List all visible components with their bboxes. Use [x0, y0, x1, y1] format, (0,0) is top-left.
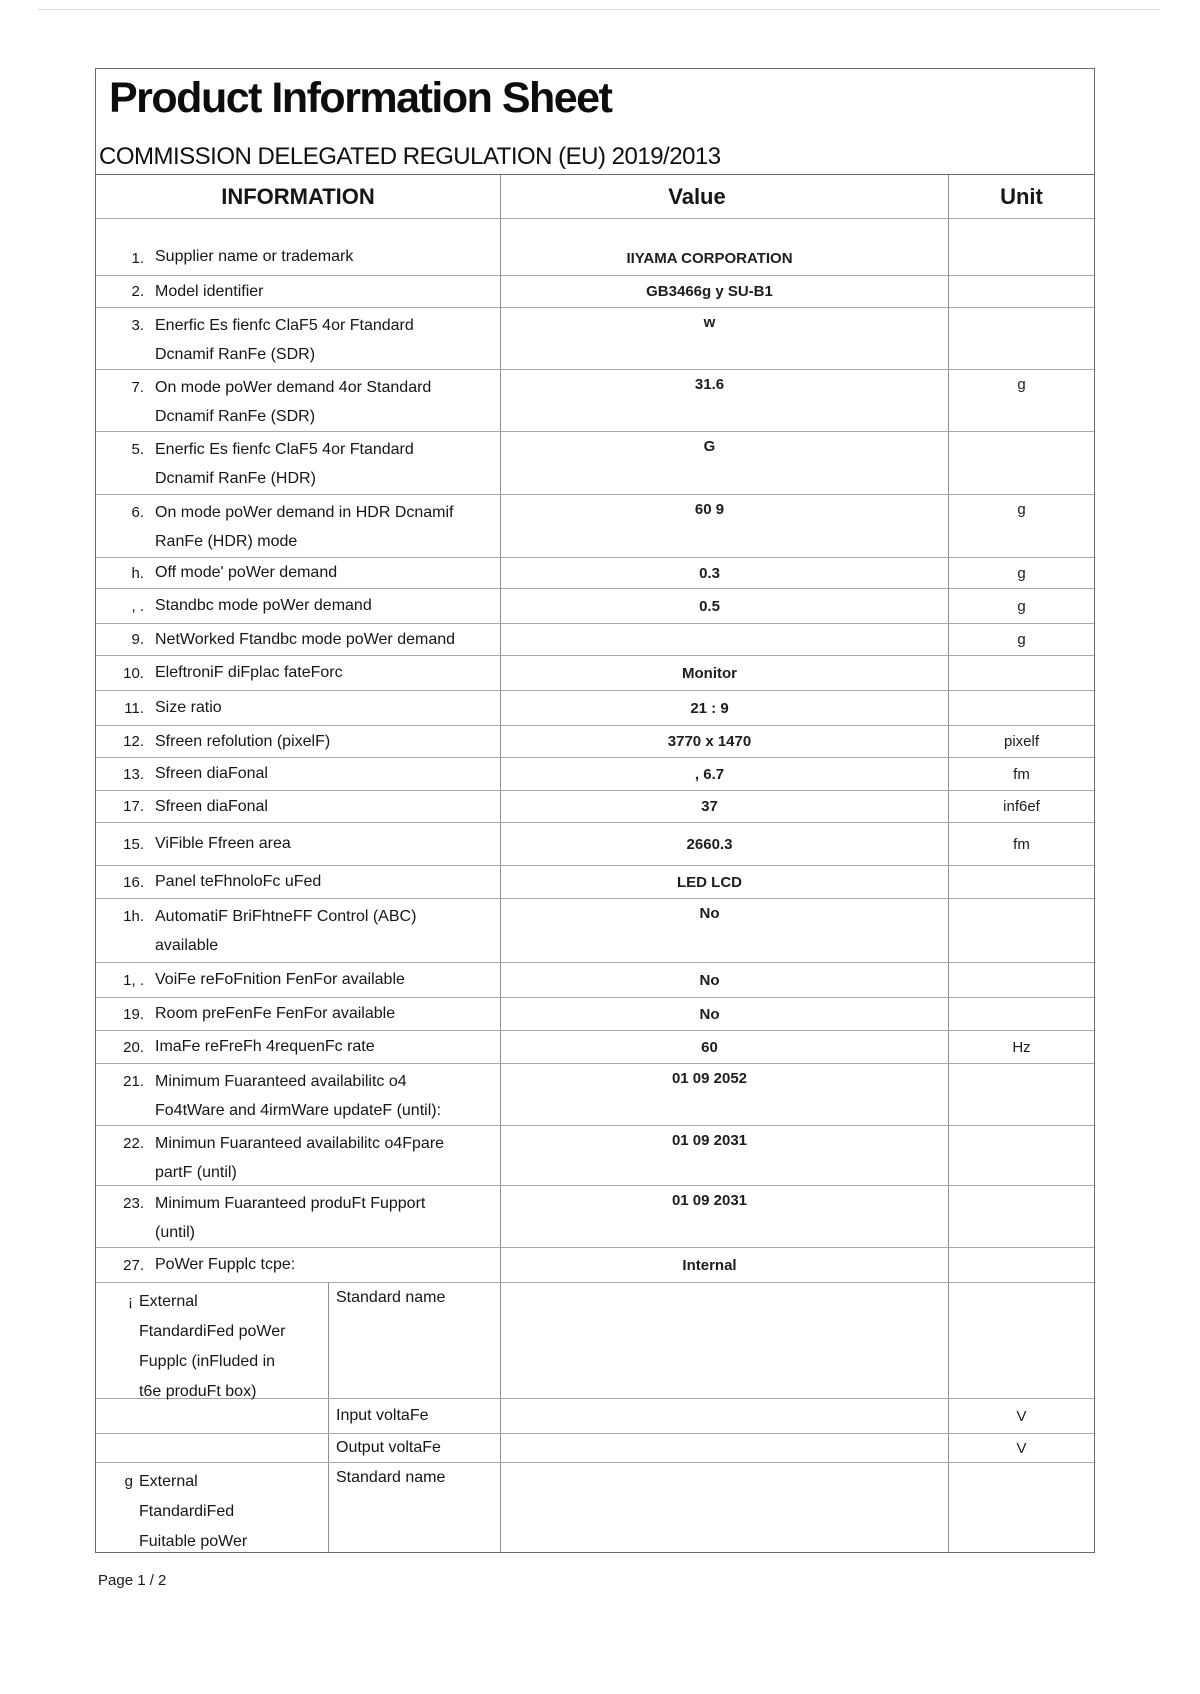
row-label [155, 630, 455, 650]
psu-unit-cell [949, 1283, 1094, 1398]
row-label [155, 698, 222, 718]
table-row [96, 1185, 1094, 1247]
row-info-cell [96, 370, 500, 431]
row-unit: g [1017, 597, 1026, 615]
row-unit-cell [949, 899, 1094, 962]
row-label-line: Panel teFhnoloFc uFed [155, 873, 322, 890]
row-value-cell [500, 656, 949, 690]
table-row [96, 557, 1094, 588]
row-number: 11. [124, 699, 144, 717]
row-label-line: On mode poWer demand in HDR Dcnamif [155, 504, 454, 521]
row-value-cell [500, 691, 949, 725]
row-label-line: Sfreen diaFonal [155, 797, 268, 815]
psu-attribute-label: Standard name [336, 1289, 446, 1306]
row-label [155, 596, 372, 616]
row-number: 15. [123, 835, 144, 853]
row-info-cell [96, 276, 500, 307]
external-power-supply-section [96, 1282, 1094, 1552]
psu-attribute-label: Output voltaFe [336, 1439, 441, 1456]
row-label-line: VoiFe reFoFnition FenFor available [155, 971, 405, 988]
row-label [155, 970, 405, 990]
row-label-line: NetWorked Ftandbc mode poWer demand [155, 630, 456, 648]
row-value-cell [500, 899, 949, 962]
row-value: 0.3 [699, 564, 720, 582]
psu-description-line: FtandardiFed poWer [139, 1323, 286, 1340]
row-value-cell [500, 726, 949, 757]
row-unit: g [1017, 631, 1026, 648]
psu-row-marker: g [124, 1473, 133, 1490]
table-row [96, 1030, 1094, 1063]
row-info-cell [96, 624, 500, 655]
row-number: 1. [131, 250, 144, 267]
row-number: 1h. [123, 908, 144, 925]
row-number: 16. [123, 873, 144, 891]
external-psu-row [96, 1398, 1094, 1433]
table-row [96, 1247, 1094, 1282]
row-value-cell [500, 758, 949, 790]
row-unit-cell [949, 308, 1094, 369]
row-label-line: Dcnamif RanFe (SDR) [155, 408, 316, 425]
row-number: 27. [123, 1256, 144, 1274]
row-unit-cell [949, 1248, 1094, 1282]
row-value-cell [500, 1248, 949, 1282]
row-label [155, 1037, 375, 1057]
row-label [155, 797, 268, 817]
row-value: IIYAMA CORPORATION [626, 250, 793, 267]
row-unit-cell [949, 624, 1094, 655]
row-info-cell [96, 308, 500, 369]
row-value: 0.5 [699, 597, 720, 615]
psu-description-line: t6e produFt box) [139, 1383, 257, 1400]
information-table [95, 174, 1095, 1553]
psu-row-marker: ¡ [128, 1293, 133, 1310]
table-row [96, 275, 1094, 307]
row-label-line: On mode poWer demand 4or Standard [155, 379, 432, 396]
row-label [155, 282, 264, 302]
row-unit-cell [949, 1126, 1094, 1185]
row-value-cell [500, 823, 949, 865]
row-label-line: Room preFenFe FenFor available [155, 1005, 396, 1022]
row-label-line: Minimum Fuaranteed availabilitc o4 [155, 1073, 407, 1090]
psu-description-line: Fuitable poWer [139, 1533, 248, 1550]
table-row [96, 690, 1094, 725]
row-unit-cell [949, 589, 1094, 623]
row-number: 21. [123, 1073, 144, 1090]
document-sheet [95, 68, 1095, 1553]
row-label [155, 834, 291, 854]
row-info-cell [96, 791, 500, 822]
row-number: 12. [123, 733, 144, 750]
psu-description-line: External [139, 1473, 198, 1490]
external-psu-row [96, 1433, 1094, 1462]
row-number: 13. [123, 765, 144, 783]
psu-attribute-label: Standard name [336, 1469, 446, 1486]
row-unit-cell [949, 758, 1094, 790]
row-value: 31.6 [694, 376, 725, 393]
row-number: 20. [123, 1038, 144, 1056]
row-unit-cell [949, 998, 1094, 1030]
psu-value-cell [500, 1463, 949, 1552]
row-value: No [699, 971, 720, 989]
row-info-cell [96, 1186, 500, 1247]
row-value-cell [500, 791, 949, 822]
row-unit-cell [949, 558, 1094, 588]
row-unit-cell [949, 370, 1094, 431]
row-unit-cell [949, 963, 1094, 997]
psu-unit: V [1016, 1439, 1027, 1457]
header-information: INFORMATION [221, 183, 375, 209]
row-info-cell [96, 495, 500, 557]
psu-attribute-cell [328, 1399, 500, 1433]
row-value-cell [500, 308, 949, 369]
row-number: 10. [123, 664, 144, 682]
row-label [155, 373, 431, 431]
psu-attribute-label: Input voltaFe [336, 1407, 429, 1424]
psu-description-cell [96, 1283, 328, 1398]
table-row [96, 431, 1094, 494]
table-row [96, 218, 1094, 275]
regulation-subtitle: COMMISSION DELEGATED REGULATION (EU) 2019/2013 [99, 143, 721, 170]
row-number: 7. [131, 379, 144, 396]
row-unit-cell [949, 866, 1094, 898]
table-row [96, 1063, 1094, 1125]
psu-value-cell [500, 1283, 949, 1398]
row-value-cell [500, 370, 949, 431]
psu-description [139, 1287, 285, 1407]
row-label-line: Minimum Fuaranteed produFt Fupport [155, 1195, 426, 1212]
table-row [96, 997, 1094, 1030]
external-psu-row [96, 1462, 1094, 1552]
psu-unit-cell [949, 1434, 1094, 1462]
row-value: w [703, 314, 716, 331]
row-label [155, 435, 414, 493]
psu-value-cell [500, 1399, 949, 1433]
row-value: 2660.3 [686, 835, 733, 853]
row-value: 60 9 [694, 501, 725, 518]
external-psu-row [96, 1282, 1094, 1398]
row-label [155, 1189, 425, 1247]
row-unit: pixelf [1003, 733, 1040, 750]
row-label-line: Minimun Fuaranteed availabilitc o4Fpare [155, 1135, 445, 1152]
row-unit-cell [949, 691, 1094, 725]
row-label-line: Standbc mode poWer demand [155, 597, 372, 614]
row-unit-cell [949, 823, 1094, 865]
row-value: 3770 x 1470 [667, 733, 752, 750]
row-info-cell [96, 219, 500, 275]
row-label-line: Dcnamif RanFe (SDR) [155, 346, 316, 363]
row-label [155, 247, 353, 267]
row-label-line: Sfreen refolution (pixelF) [155, 732, 331, 750]
row-unit-cell [949, 1064, 1094, 1125]
row-value-cell [500, 1126, 949, 1185]
row-unit: fm [1013, 835, 1030, 853]
row-label [155, 1129, 444, 1187]
row-label-line: Fo4tWare and 4irmWare updateF (until): [155, 1102, 442, 1119]
row-value: 60 [701, 1038, 718, 1056]
table-row [96, 494, 1094, 557]
row-number: 19. [123, 1005, 144, 1023]
row-info-cell [96, 899, 500, 962]
psu-attribute-cell [328, 1434, 500, 1462]
row-number: 1, . [123, 971, 144, 989]
row-info-cell [96, 963, 500, 997]
row-label [155, 498, 454, 556]
psu-description [139, 1467, 247, 1557]
header-unit: Unit [1000, 183, 1043, 209]
row-value-cell [500, 1031, 949, 1063]
psu-description-cell [96, 1434, 328, 1462]
row-label-line: EleftroniF diFplac fateForc [155, 664, 343, 681]
psu-unit-cell [949, 1399, 1094, 1433]
row-number: 17. [123, 798, 144, 815]
row-info-cell [96, 1126, 500, 1185]
row-unit: g [1017, 564, 1026, 582]
row-value-cell [500, 219, 949, 275]
row-label [155, 764, 268, 784]
row-value-cell [500, 276, 949, 307]
row-value: , 6.7 [694, 765, 725, 783]
row-unit-cell [949, 495, 1094, 557]
row-label-line: Enerfic Es fienfc ClaF5 4or Ftandard [155, 441, 414, 458]
row-label-line: Sfreen diaFonal [155, 765, 268, 782]
table-row [96, 655, 1094, 690]
row-label [155, 563, 337, 583]
row-number: 2. [131, 283, 144, 300]
row-label [155, 1004, 395, 1024]
row-number: 22. [123, 1135, 144, 1152]
row-label-line: RanFe (HDR) mode [155, 533, 298, 550]
row-info-cell [96, 823, 500, 865]
row-info-cell [96, 1064, 500, 1125]
psu-description-line: Fupplc (inFluded in [139, 1353, 276, 1370]
row-info-cell [96, 1248, 500, 1282]
row-value-cell [500, 558, 949, 588]
row-label-line: AutomatiF BriFhtneFF Control (ABC) [155, 908, 417, 925]
table-row [96, 962, 1094, 997]
row-info-cell [96, 691, 500, 725]
row-unit-cell [949, 656, 1094, 690]
table-row [96, 898, 1094, 962]
row-info-cell [96, 758, 500, 790]
table-row [96, 307, 1094, 369]
row-number: 23. [123, 1195, 144, 1212]
psu-description-cell [96, 1463, 328, 1552]
row-label [155, 732, 330, 752]
row-info-cell [96, 726, 500, 757]
header-value: Value [500, 175, 949, 218]
row-value-cell [500, 866, 949, 898]
row-unit: fm [1013, 765, 1030, 783]
table-body [96, 218, 1094, 1282]
row-number: h. [131, 564, 144, 582]
row-value-cell [500, 1186, 949, 1247]
row-label [155, 1255, 295, 1275]
row-unit: g [1017, 376, 1026, 393]
row-number: , . [131, 597, 144, 615]
row-label-line: partF (until) [155, 1164, 237, 1181]
row-value-cell [500, 1064, 949, 1125]
row-info-cell [96, 656, 500, 690]
table-row [96, 369, 1094, 431]
row-label-line: Size ratio [155, 699, 222, 716]
row-info-cell [96, 1031, 500, 1063]
row-unit-cell [949, 791, 1094, 822]
row-info-cell [96, 866, 500, 898]
table-header-row [96, 175, 1094, 218]
table-row [96, 822, 1094, 865]
row-value: 21 : 9 [690, 699, 729, 717]
row-unit-cell [949, 1031, 1094, 1063]
psu-description-line: External [139, 1293, 198, 1310]
row-label-line: ViFible Ffreen area [155, 835, 291, 852]
row-unit: inf6ef [1003, 798, 1040, 815]
row-value: LED LCD [677, 873, 742, 891]
row-value: Monitor [682, 664, 737, 682]
row-number: 5. [131, 441, 144, 458]
row-info-cell [96, 432, 500, 494]
row-unit-cell [949, 726, 1094, 757]
row-value: 37 [701, 798, 718, 815]
psu-description-line: FtandardiFed [139, 1503, 235, 1520]
row-unit-cell [949, 432, 1094, 494]
psu-description-cell [96, 1399, 328, 1433]
row-number: 3. [131, 317, 144, 334]
row-info-cell [96, 558, 500, 588]
row-info-cell [96, 589, 500, 623]
psu-value-cell [500, 1434, 949, 1462]
psu-attribute-cell [328, 1463, 500, 1552]
psu-unit-cell [949, 1463, 1094, 1552]
row-value: Internal [682, 1256, 737, 1274]
row-value: 01 09 2031 [671, 1192, 748, 1209]
row-value-cell [500, 495, 949, 557]
row-value: No [699, 1005, 720, 1023]
row-label-line: Enerfic Es fienfc ClaF5 4or Ftandard [155, 317, 414, 334]
row-value: 01 09 2052 [671, 1070, 748, 1087]
row-label [155, 872, 321, 892]
psu-unit: V [1016, 1407, 1027, 1425]
row-value: GB3466g y SU-B1 [646, 283, 773, 300]
row-value-cell [500, 998, 949, 1030]
row-number: 6. [131, 504, 144, 521]
row-number: 9. [131, 631, 144, 648]
row-label-line: Dcnamif RanFe (HDR) [155, 470, 316, 487]
page-title: Product Information Sheet [109, 74, 612, 122]
row-value-cell [500, 624, 949, 655]
row-value: No [699, 905, 720, 922]
row-label-line: (until) [155, 1224, 196, 1241]
row-value: 01 09 2031 [671, 1132, 748, 1149]
table-row [96, 865, 1094, 898]
row-label [155, 1067, 441, 1125]
row-label [155, 663, 343, 683]
row-label [155, 902, 416, 960]
row-value-cell [500, 963, 949, 997]
row-info-cell [96, 998, 500, 1030]
page-footer: Page 1 / 2 [98, 1572, 167, 1589]
row-label-line: available [155, 937, 219, 954]
row-unit: g [1017, 501, 1026, 518]
row-value-cell [500, 432, 949, 494]
table-row [96, 1125, 1094, 1185]
table-row [96, 757, 1094, 790]
row-label-line: Off mode' poWer demand [155, 564, 338, 581]
table-row [96, 623, 1094, 655]
row-label-line: Model identifier [155, 282, 264, 300]
table-row [96, 725, 1094, 757]
row-label-line: ImaFe reFreFh 4requenFc rate [155, 1038, 375, 1055]
title-box [95, 68, 1095, 175]
row-value-cell [500, 589, 949, 623]
row-label-line: Supplier name or trademark [155, 248, 354, 265]
table-row [96, 588, 1094, 623]
psu-attribute-cell [328, 1283, 500, 1398]
row-unit-cell [949, 1186, 1094, 1247]
row-label [155, 311, 414, 369]
row-unit-cell [949, 219, 1094, 275]
row-unit: Hz [1012, 1038, 1031, 1056]
scan-edge-line [38, 9, 1160, 10]
row-label-line: PoWer Fupplc tcpe: [155, 1256, 296, 1273]
table-row [96, 790, 1094, 822]
row-unit-cell [949, 276, 1094, 307]
row-value: G [703, 438, 716, 455]
